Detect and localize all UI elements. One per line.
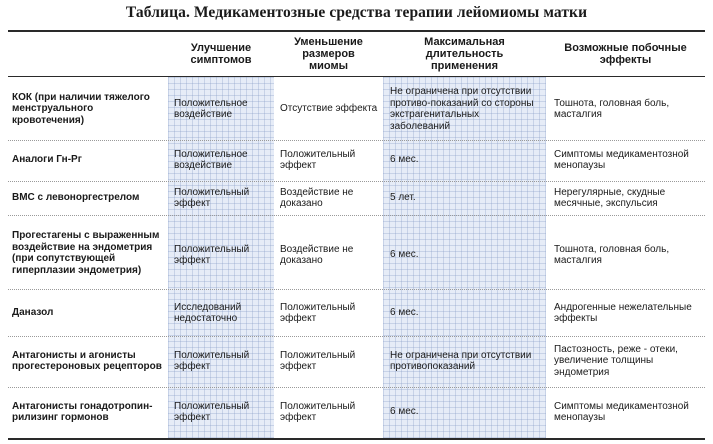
header-size: Уменьшение размеров миомы	[294, 35, 363, 72]
table-row-symptoms: Положительное воздействие	[174, 148, 248, 171]
row-separator	[8, 387, 705, 388]
table-row-duration: Не ограничена при отсутствии противопоказаний	[390, 349, 532, 372]
table-title: Таблица. Медикаментозные средства терапии лейомиомы матки	[125, 4, 588, 21]
table-row-drug: Антагонисты и агонисты прогестероновых рецепторов	[12, 349, 162, 372]
table-row-size: Отсутствие эффекта	[280, 103, 378, 115]
table-row-symptoms: Положительный эффект	[174, 243, 250, 266]
table-row-symptoms: Положительное воздействие	[174, 97, 248, 120]
table-row-symptoms: Положительный эффект	[174, 186, 250, 209]
row-separator	[8, 336, 705, 337]
table-row-side-effects: Нерегулярные, скудные месячные, экспульсия	[554, 186, 666, 209]
table-row-duration: 6 мес.	[390, 154, 419, 166]
table-row-size: Положительный эффект	[280, 148, 356, 171]
table-row-side-effects: Андрогенные нежелательные эффекты	[554, 301, 692, 324]
table-row-size: Положительный эффект	[280, 349, 356, 372]
table-row-side-effects: Симптомы медикаментозной менопаузы	[554, 400, 689, 423]
bottom-rule	[8, 438, 705, 440]
table-row-drug: ВМС с левоноргестрелом	[12, 192, 140, 204]
table-row-drug: Аналоги Гн-Рг	[12, 154, 82, 166]
table-row-size: Воздействие не доказано	[280, 243, 354, 266]
table-row-size: Воздействие не доказано	[280, 186, 354, 209]
header-symptoms: Улучшение симптомов	[190, 41, 252, 66]
header-rule	[8, 76, 705, 77]
table-row-duration: 6 мес.	[390, 307, 419, 319]
table-row-symptoms: Исследований недостаточно	[174, 301, 242, 324]
header-duration: Максимальная длительность применения	[424, 35, 505, 72]
table-row-size: Положительный эффект	[280, 400, 356, 423]
table-row-drug: Даназол	[12, 307, 54, 319]
row-separator	[8, 140, 705, 141]
table-row-duration: 6 мес.	[390, 249, 419, 261]
table-row-drug: Антагонисты гонадотропин-рилизинг гормонов	[12, 400, 153, 423]
table-row-size: Положительный эффект	[280, 301, 356, 324]
table-row-drug: Прогестагены с выраженным воздействие на эндометрия (при сопутствующей гиперплазии эндометрия)	[12, 230, 160, 276]
table-row-side-effects: Тошнота, головная боль, масталгия	[554, 243, 670, 266]
table-row-symptoms: Положительный эффект	[174, 400, 250, 423]
row-separator	[8, 289, 705, 290]
row-separator	[8, 181, 705, 182]
table-row-duration: Не ограничена при отсутствии противо-показаний со стороны экстрагенитальных заболеваний	[390, 86, 534, 132]
table-row-side-effects: Тошнота, головная боль, масталгия	[554, 97, 670, 120]
table-row-drug: КОК (при наличии тяжелого менструального кровотечения)	[12, 91, 150, 126]
header-drug	[8, 31, 168, 76]
table-row-side-effects: Пастозность, реже - отеки, увеличение толщины эндометрия	[554, 343, 678, 378]
table-row-duration: 6 мес.	[390, 406, 419, 418]
header-side-effects: Возможные побочные эффекты	[564, 41, 687, 66]
row-separator	[8, 215, 705, 216]
table-row-side-effects: Симптомы медикаментозной менопаузы	[554, 148, 689, 171]
table-row-duration: 5 лет.	[390, 192, 416, 204]
table-row-symptoms: Положительный эффект	[174, 349, 250, 372]
